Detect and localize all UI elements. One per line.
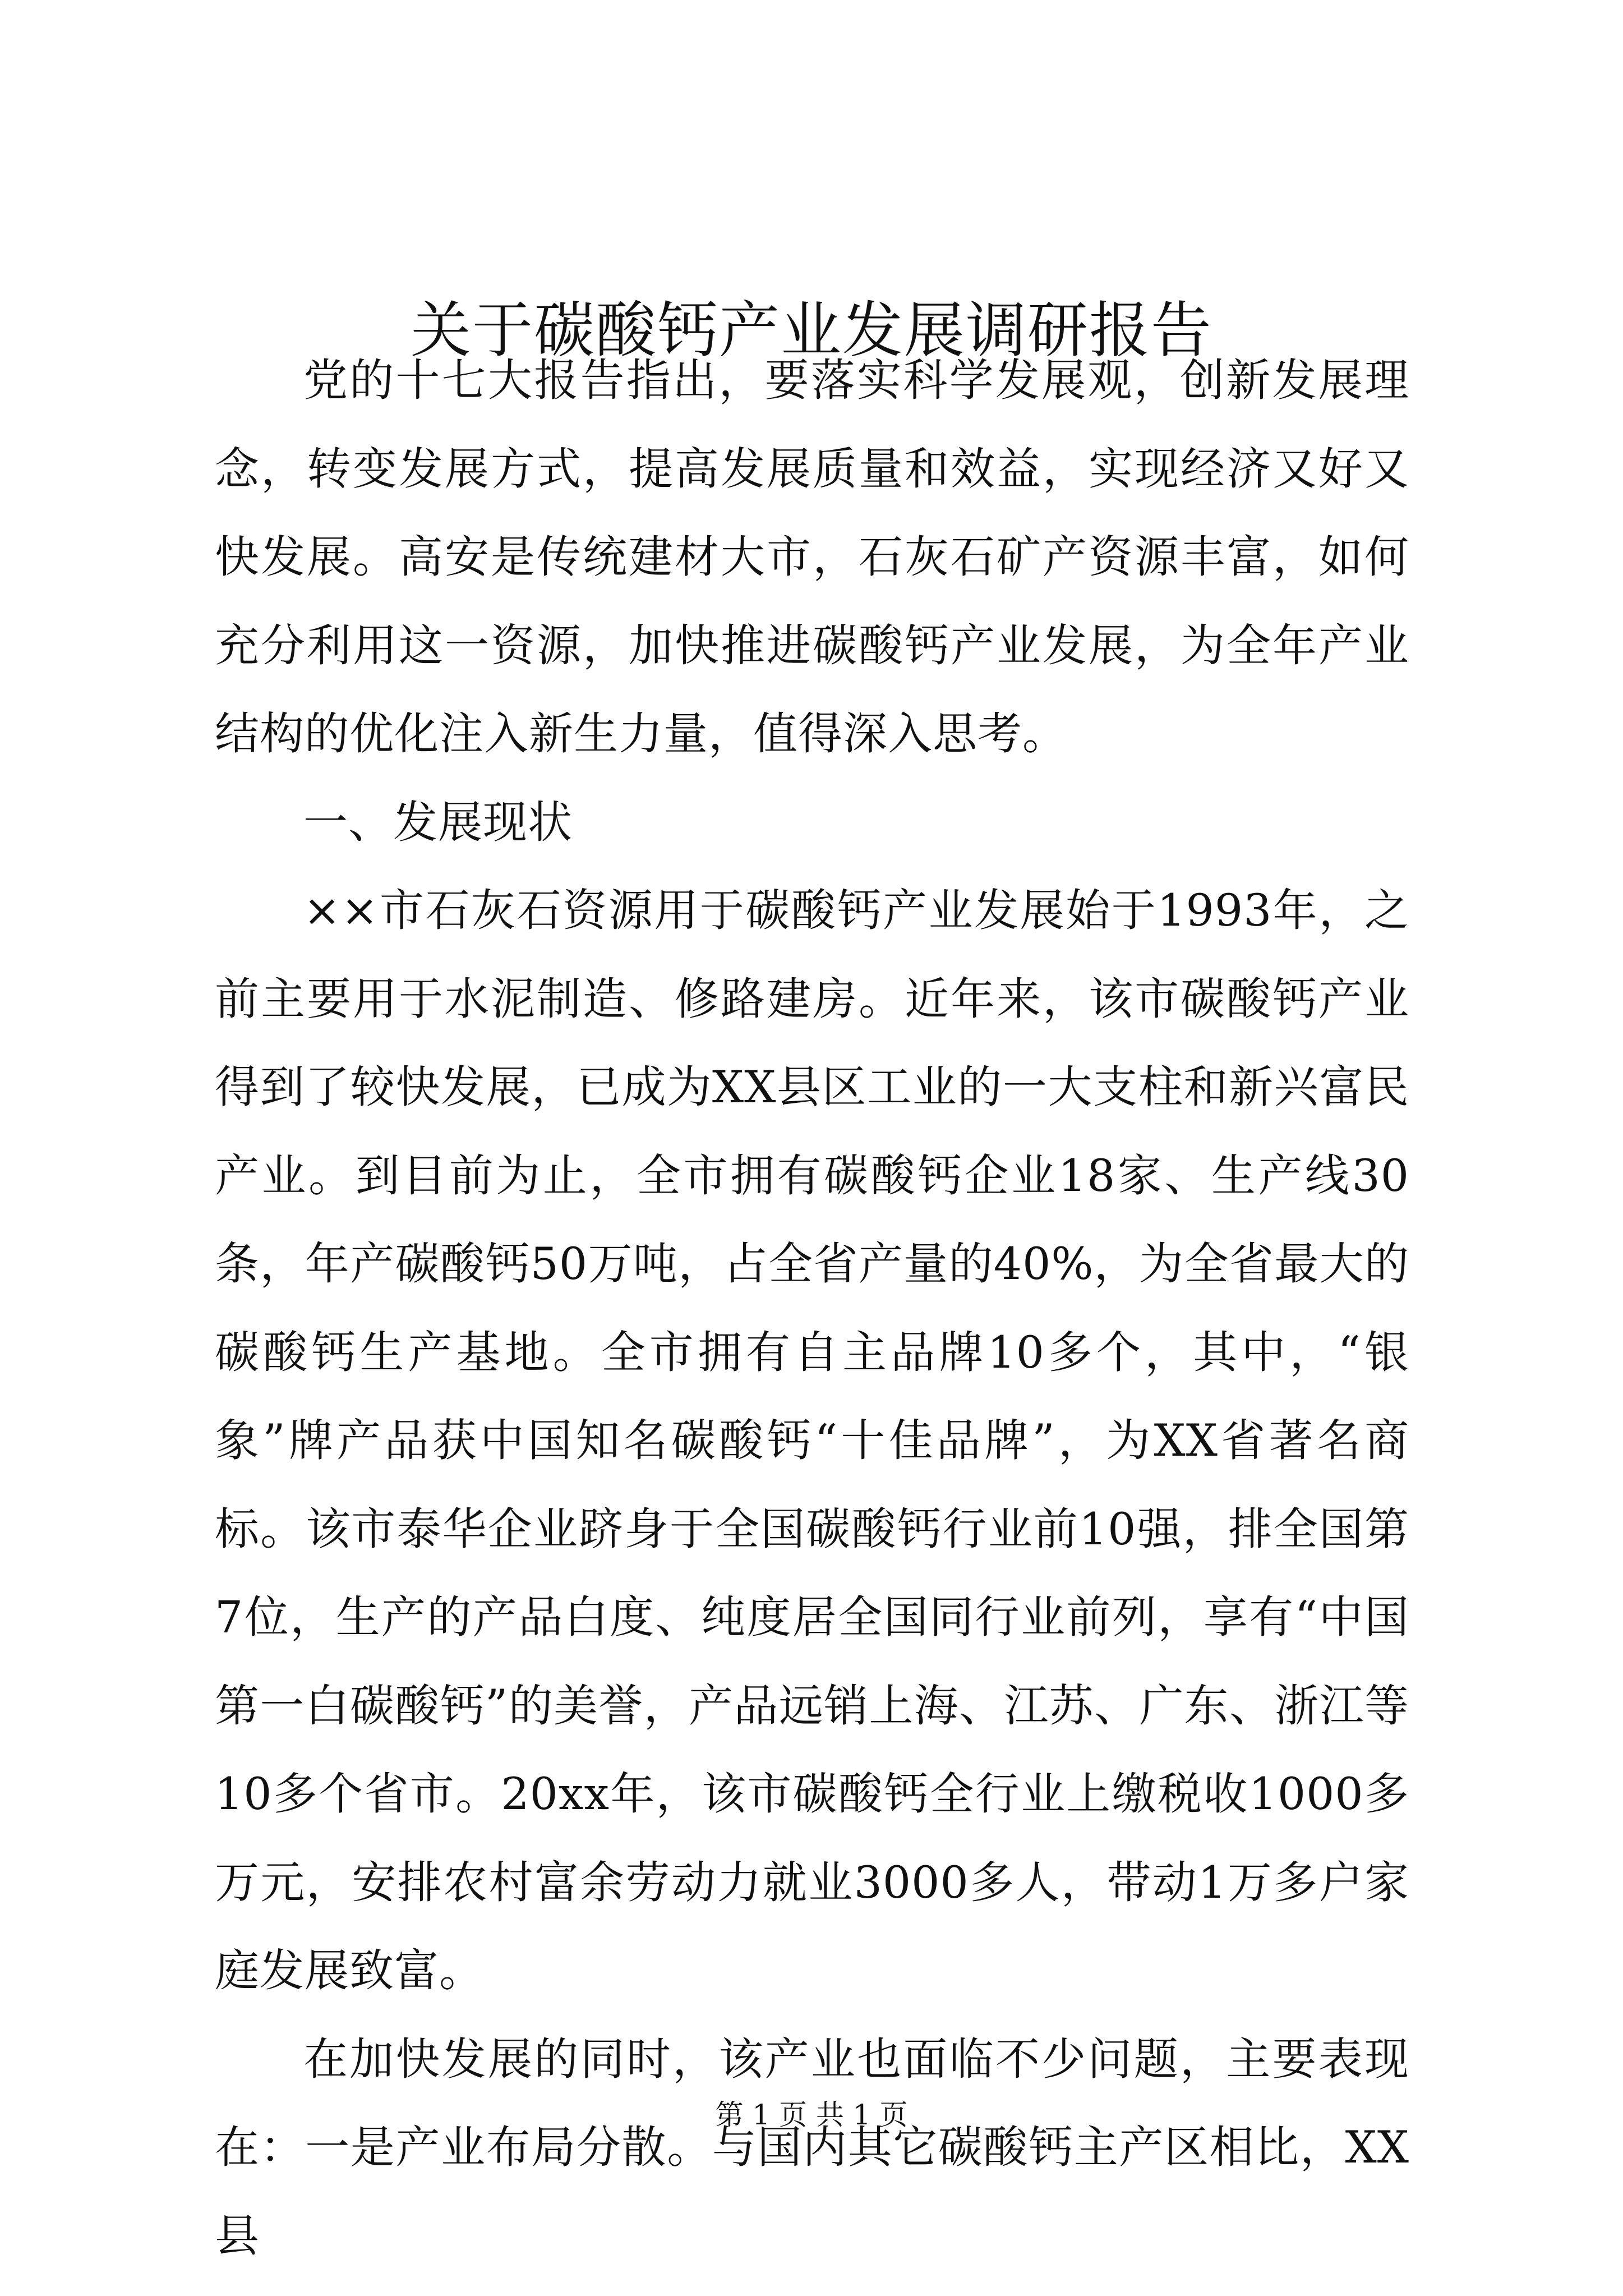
paragraph-status: ××市石灰石资源用于碳酸钙产业发展始于1993年，之前主要用于水泥制造、修路建房。近年来，该市碳酸钙产业得到了较快发展，已成为XX县区工业的一大支柱和新兴富民产业。到目前为止，全市拥有碳酸钙企业18家、生产线30条，年产碳酸钙50万吨，占全省产量的40%，为全省最大的碳酸钙生产基地。全市拥有自主品牌10多个，其中，“银象”牌产品获中国知名碳酸钙“十佳品牌”，为XX省著名商标。该市泰华企业跻身于全国碳酸钙行业前10强，排全国第7位，生产的产品白度、纯度居全国同行业前列，享有“中国第一白碳酸钙”的美誉，产品远销上海、江苏、广东、浙江等10多个省市。20xx年，该市碳酸钙全行业上缴税收1000多万元，安排农村富余劳动力就业3000多人，带动1万多户家庭发展致富。 (215, 885, 1409, 1996)
document-title: 关于碳酸钙产业发展调研报告 (410, 296, 1212, 366)
document-body (215, 337, 1409, 2280)
section-heading-status: 一、发展现状 (303, 796, 573, 848)
page-footer: 第 1 页 共 1 页 (715, 2099, 908, 2131)
paragraph-problems: 在加快发展的同时，该产业也面临不少问题，主要表现在：一是产业布局分散。与国内其它碳酸钙主产区相比，XX县 (215, 2033, 1409, 2262)
paragraph-intro: 党的十七大报告指出，要落实科学发展观，创新发展理念，转变发展方式，提高发展质量和效益，实现经济又好又快发展。高安是传统建材大市，石灰石矿产资源丰富，如何充分利用这一资源，加快推进碳酸钙产业发展，为全年产业结构的优化注入新生力量，值得深入思考。 (215, 355, 1409, 760)
